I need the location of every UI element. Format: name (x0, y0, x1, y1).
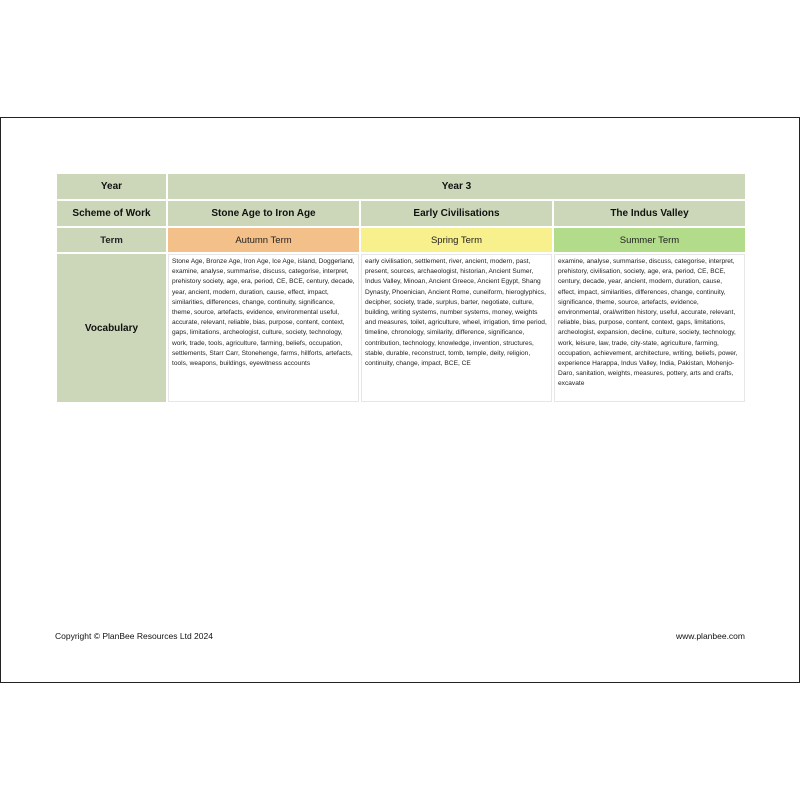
copyright-text: Copyright © PlanBee Resources Ltd 2024 (55, 631, 213, 641)
scheme-cell: The Indus Valley (554, 201, 745, 226)
year-value: Year 3 (168, 174, 745, 199)
website-link[interactable]: www.planbee.com (676, 631, 745, 641)
year-label: Year (57, 174, 166, 199)
term-label: Term (57, 228, 166, 252)
term-cell-spring: Spring Term (361, 228, 552, 252)
vocabulary-cell: examine, analyse, summarise, discuss, categorise, interpret, prehistory, civilisation, society, age, era, period, CE, BCE, century, decade, year, ancient, modern, duration, cause, effect, impact, similarities, differences, change, continuity, significance, theme, source, artefacts, evidence, environmental, oral/written history, useful, accurate, relevant, reliable, bias, purpose, content, context, gaps, limitations, archeologist, expansion, decline, culture, society, technology, work, leisure, law, trade, city-state, agriculture, farming, occupation, achievement, architecture, writing, beliefs, power, experience Harappa, Indus Valley, India, Pakistan, Mohenjo-Daro, sanitation, weights, measures, pottery, arts and crafts, excavate (554, 254, 745, 402)
term-row (57, 228, 745, 252)
year-row (57, 174, 745, 199)
vocabulary-cell: Stone Age, Bronze Age, Iron Age, Ice Age, island, Doggerland, examine, analyse, summarise, discuss, categorise, interpret, prehistory society, age, era, period, CE, BCE, century, decade, year, ancient, modern, duration, cause, effect, impact, similarities, differences, change, continuity, significance, theme, source, artefacts, evidence, environmental useful, accurate, relevant, reliable, bias, purpose, content, context, gaps, limitations, archeologist, culture, society, technology, work, trade, tools, agriculture, farming, beliefs, occupation, settlements, Starr Carr, Stonehenge, farms, hillforts, artefacts, tools, weapons, buildings, eyewitness accounts (168, 254, 359, 402)
curriculum-table (55, 172, 747, 404)
vocabulary-row (57, 254, 745, 402)
term-cell-autumn: Autumn Term (168, 228, 359, 252)
scheme-row (57, 201, 745, 226)
scheme-cell: Early Civilisations (361, 201, 552, 226)
scheme-cell: Stone Age to Iron Age (168, 201, 359, 226)
vocabulary-label: Vocabulary (57, 254, 166, 402)
vocabulary-cell: early civilisation, settlement, river, ancient, modern, past, present, sources, archaeologist, historian, Ancient Sumer, Indus Valley, Minoan, Ancient Greece, Ancient Egypt, Shang Dynasty, Phoenician, Ancient Rome, cuneiform, hieroglyphics, decipher, society, trade, surplus, barter, negotiate, culture, building, writing systems, number systems, money, weights and measures, toilet, agriculture, wheel, irrigation, time period, timeline, chronology, similarity, difference, significance, contribution, technology, knowledge, invention, structures, stable, durable, reconstruct, tomb, temple, deity, religion, continuity, change, impact, BCE, CE (361, 254, 552, 402)
scheme-label: Scheme of Work (57, 201, 166, 226)
term-cell-summer: Summer Term (554, 228, 745, 252)
document-page (0, 117, 800, 683)
